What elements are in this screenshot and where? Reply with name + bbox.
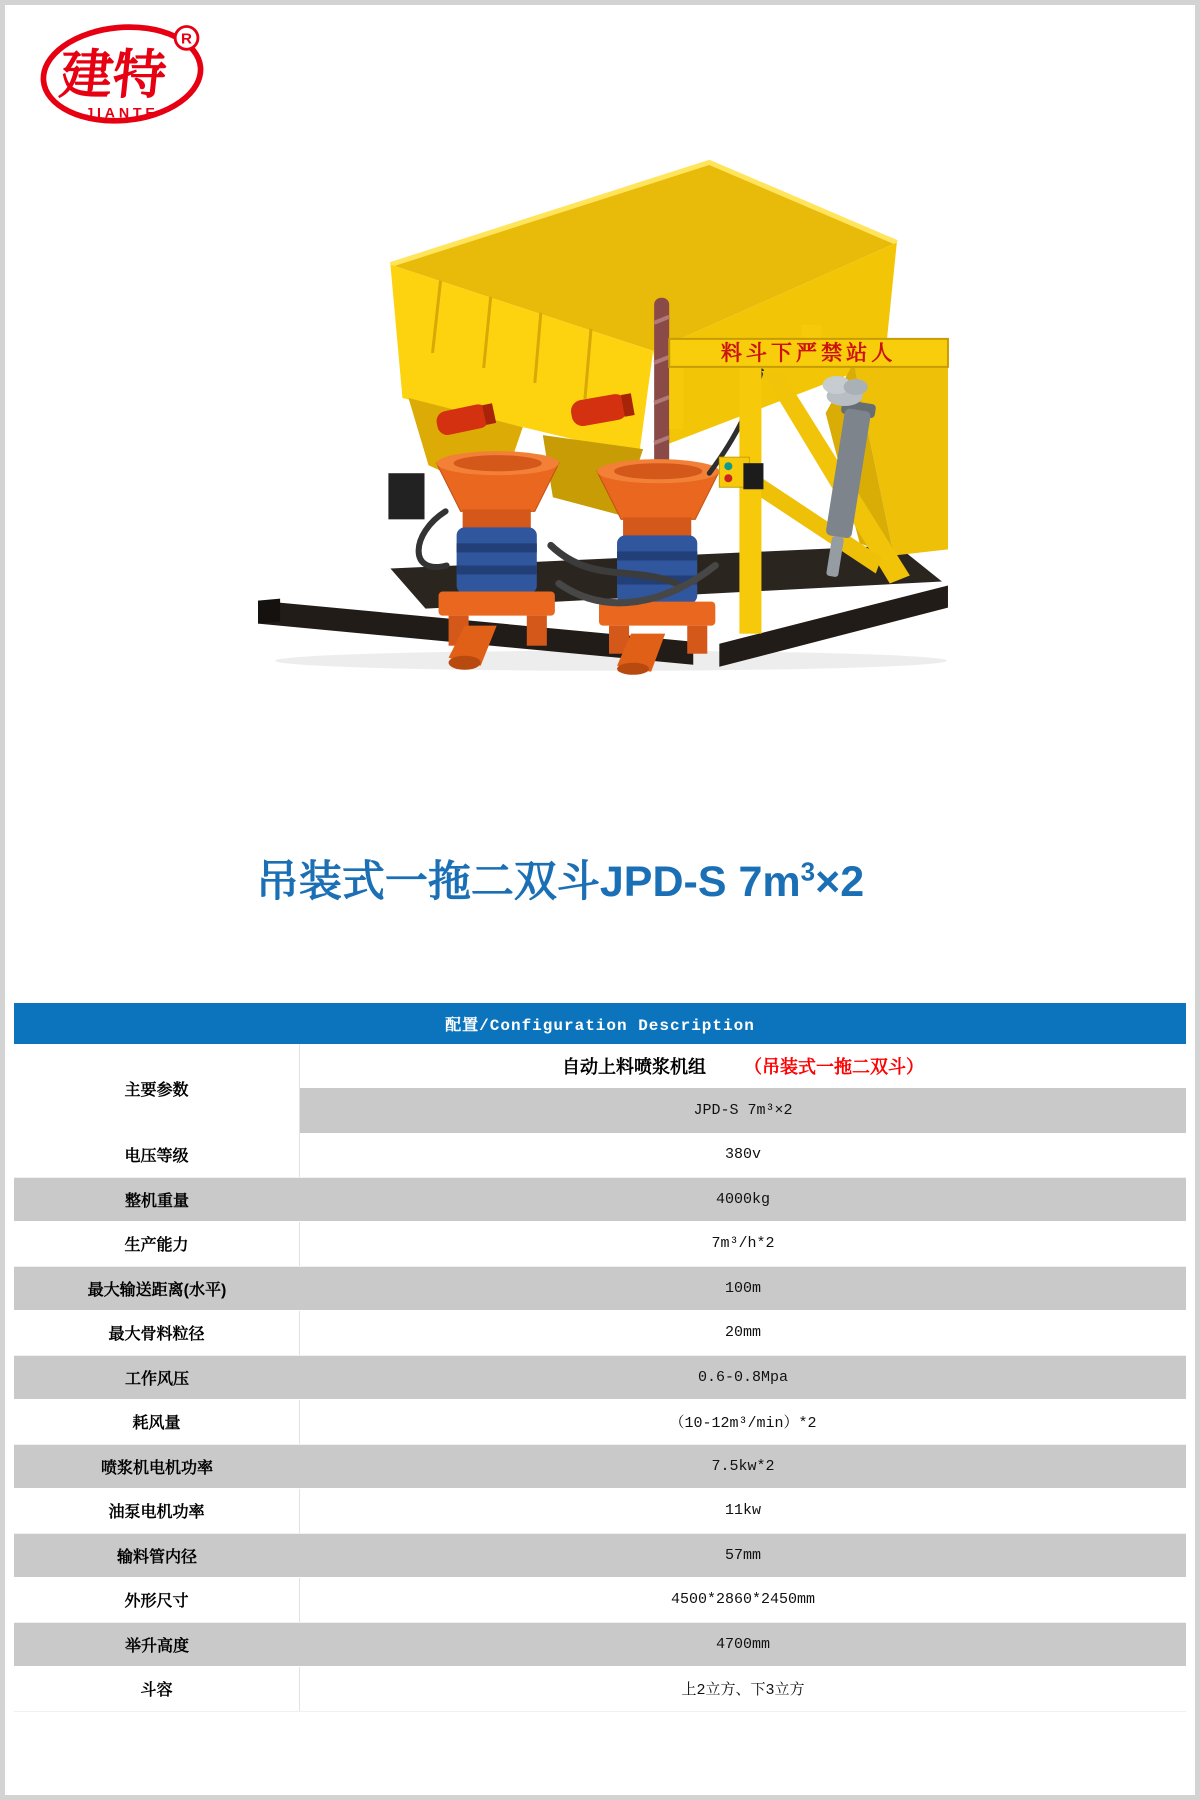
beam-warning-text: 料斗下严禁站人 (720, 341, 897, 365)
table-row (14, 1489, 1186, 1534)
spec-label: 最大骨料粒径 (14, 1311, 300, 1355)
spec-value: 100m (724, 1279, 761, 1297)
spec-label: 耗风量 (14, 1400, 300, 1444)
table-top-right (300, 1044, 1186, 1133)
spec-value: 7.5kw*2 (711, 1457, 775, 1475)
table-row (14, 1267, 1186, 1312)
title-prefix: 吊装式一拖二双斗JPD-S 7m (255, 858, 801, 906)
machine-illustration (240, 110, 962, 676)
spec-label: 整机重量 (124, 1192, 189, 1210)
page-title (5, 848, 1115, 909)
spec-value: 4000kg (715, 1190, 770, 1208)
table-row (14, 1222, 1186, 1267)
spec-label: 最大输送距离(水平) (87, 1281, 227, 1299)
spec-table (14, 1003, 1186, 1712)
spec-rows (14, 1133, 1186, 1712)
title-superscript: 3 (800, 856, 816, 887)
table-row (14, 1356, 1186, 1401)
spec-label: 外形尺寸 (14, 1578, 300, 1622)
spec-label: 工作风压 (124, 1370, 189, 1388)
table-row (14, 1311, 1186, 1356)
spec-value: 57mm (724, 1546, 761, 1564)
table-row (14, 1178, 1186, 1223)
spec-label: 生产能力 (14, 1222, 300, 1266)
spec-value: 380v (724, 1146, 761, 1164)
jiante-logo (29, 17, 215, 129)
spec-value: 4700mm (715, 1635, 770, 1653)
spec-label: 油泵电机功率 (14, 1489, 300, 1533)
lifting-beam (669, 339, 948, 367)
model-name-row (300, 1044, 1186, 1088)
spec-label: 喷浆机电机功率 (100, 1459, 213, 1477)
spec-label: 输料管内径 (116, 1548, 197, 1566)
spec-label: 电压等级 (14, 1133, 300, 1177)
table-row (14, 1667, 1186, 1712)
spec-value: 4500*2860*2450mm (670, 1591, 816, 1609)
table-top-block (14, 1044, 1186, 1133)
spec-value: 7m³/h*2 (711, 1235, 775, 1253)
title-suffix: ×2 (815, 858, 865, 906)
machine-photo (240, 110, 962, 676)
logo-text-cn: 建特 (56, 46, 170, 105)
model-code: JPD-S 7m³×2 (300, 1088, 1186, 1133)
spec-label: 举升高度 (124, 1637, 189, 1655)
table-row (14, 1445, 1186, 1490)
table-row (14, 1623, 1186, 1668)
logo-text-en: JIANTE (85, 105, 159, 122)
spec-value: 0.6-0.8Mpa (697, 1368, 788, 1386)
spec-label-main: 主要参数 (14, 1044, 300, 1133)
model-name-note: （吊装式一拖二双斗） (744, 1057, 924, 1077)
spec-value: 11kw (724, 1502, 761, 1520)
spec-value: 上2立方、下3立方 (681, 1682, 805, 1700)
jiante-logo-icon (29, 17, 215, 129)
table-row (14, 1578, 1186, 1623)
table-row (14, 1534, 1186, 1579)
model-name: 自动上料喷浆机组 (562, 1057, 706, 1077)
spec-value: （10-12m³/min）*2 (669, 1415, 817, 1433)
table-header: 配置/Configuration Description (14, 1003, 1186, 1044)
table-row (14, 1133, 1186, 1178)
registered-mark-icon (175, 26, 198, 49)
spec-value: 20mm (724, 1324, 761, 1342)
table-row (14, 1400, 1186, 1445)
svg-text:R: R (181, 30, 193, 48)
spec-label: 斗容 (14, 1667, 300, 1711)
